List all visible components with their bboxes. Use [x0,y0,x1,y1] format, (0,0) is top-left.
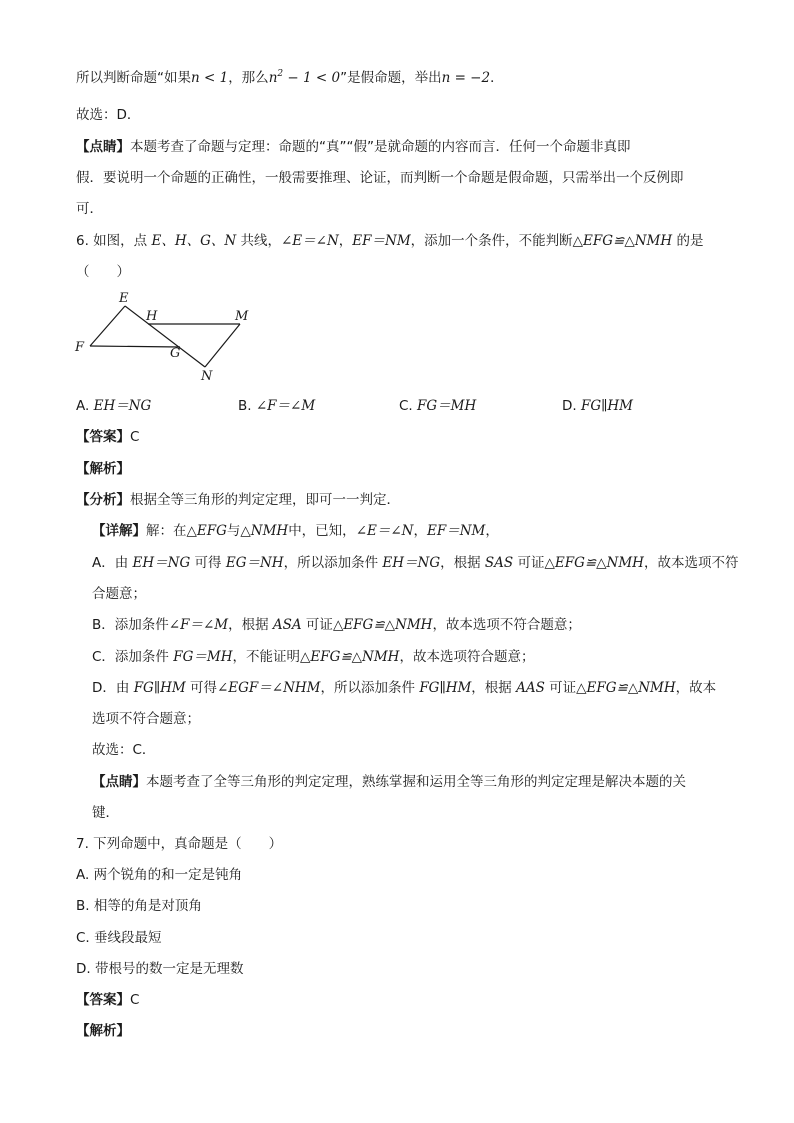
fenxi-label: 【分析】 [76,492,130,508]
label-e: E [119,291,129,306]
detail-text: 可得 [185,680,217,696]
detail-text: A．由 [92,555,133,571]
detail-math: ASA [272,617,302,633]
option-math: EH＝NG [93,398,152,414]
detail-math: EH＝NG [382,555,441,571]
detail-text: ，故本选项不符合题意； [432,617,581,633]
q6-option-b [238,396,315,416]
q6-comment-line1 [92,772,686,792]
q6-detail-a-cont: 合题意； [92,586,146,602]
option-math: FG＝MH [417,398,477,414]
q6-choice: 故选：C． [92,742,156,758]
detail-text: 可证 [513,555,545,571]
detail-math: △EFG≌△NMH [576,680,676,696]
detail-text: C．添加条件 [92,649,174,665]
q5-choice: 故选：D． [76,107,141,123]
detail-math: ∠F＝∠M [168,617,229,633]
detail-text: D．由 [92,680,134,696]
q7-option-b: B. 相等的角是对顶角 [76,898,202,914]
q6-stem [76,231,703,251]
detail-text: ，故本选项符合题意； [399,649,535,665]
q6-stem-text: 共线， [236,233,281,249]
label-h: H [146,309,158,324]
q6-stem-math: EF＝NM [352,233,411,249]
q7-option-c: C. 垂线段最短 [76,930,162,946]
q6-stem-points: E、H、G、N [151,233,237,249]
q5-comment-line2: 假．要说明一个命题的正确性，一般需要推理、论证，而判断一个命题是假命题，只需举出一个反例即 [76,170,684,186]
option-letter: B. [238,398,256,414]
q5-comment-text: 本题考查了命题与定理：命题的“真”“假”是就命题的内容而言．任何一个命题非真即 [130,139,631,155]
comment-text: 本题考查了全等三角形的判定定理，熟练掌握和运用全等三角形的判定定理是解决本题的关 [146,774,686,790]
q5-conclusion-text: ”是假命题，举出 [340,70,442,86]
detail-text: ，根据 [471,680,517,696]
q6-fenxi [76,490,400,510]
label-f: F [75,340,85,355]
option-letter: A. [76,398,94,414]
q6-stem-text: ，添加一个条件，不能判断 [410,233,573,249]
segment-fg [90,346,180,347]
detail-text: ，所以添加条件 [283,555,383,571]
q5-condition-math: n < 1 [191,70,229,86]
detail-math: △EFG≌△NMH [299,649,400,665]
q6-detail-c [92,647,534,667]
q5-result-var: n [268,70,278,86]
q6-geometry-figure [70,288,270,388]
detail-math: FG∥HM [419,680,472,696]
detail-math: △EFG [186,523,227,539]
q7-option-d: D. 带根号的数一定是无理数 [76,961,244,977]
detail-math: ∠E＝∠N [355,523,414,539]
detail-text: 可证 [301,617,333,633]
detail-math: EH＝NG [132,555,191,571]
detail-math: ∠EGF＝∠NHM [216,680,321,696]
detail-math: SAS [484,555,514,571]
segment-ef [90,306,125,346]
q6-stem-math: △EFG≌△NMH [572,233,673,249]
q5-comment-label: 【点睛】 [76,139,130,155]
q6-detail [92,521,499,541]
detail-text: ，故本 [675,680,717,696]
answer-value: C [130,992,140,1008]
comment-label: 【点睛】 [92,774,146,790]
detail-math: EF＝NM [426,523,486,539]
detail-math: EG＝NH [225,555,284,571]
answer-value: C [130,429,140,445]
q5-conclusion-text: ，那么 [228,70,269,86]
q5-result-rest: − 1 < 0 [283,70,341,86]
option-letter: C. [399,398,418,414]
fenxi-text: 根据全等三角形的判定定理，即可一一判定． [130,492,400,508]
detail-math: △EFG≌△NMH [332,617,433,633]
q6-option-d [562,396,633,416]
q6-option-c [399,396,476,416]
q5-result-exponent: 2 [277,69,284,79]
q6-answer [76,427,139,447]
q5-conclusion-text: 所以判断命题“如果 [76,70,191,86]
detail-text: ， [413,523,427,539]
q5-conclusion-line [76,68,504,88]
detail-text: 可得 [190,555,226,571]
q6-option-a [76,396,151,416]
label-m: M [235,309,249,324]
q6-comment-line2: 键． [92,805,119,821]
detail-text: ， [485,523,499,539]
detail-text: ，所以添加条件 [320,680,420,696]
q6-stem-text: 的是 [672,233,704,249]
detail-math: FG∥HM [133,680,186,696]
q5-counterexample-math: n = −2 [441,70,491,86]
q6-detail-a [92,553,738,573]
q6-detail-b [92,615,581,635]
segment-en [125,306,205,367]
q6-analysis-label: 【解析】 [76,461,130,477]
q6-stem-text: 6. 如图，点 [76,233,152,249]
detail-text: 中，已知， [288,523,356,539]
q5-conclusion-text: ． [490,70,504,86]
detail-text: ，不能证明 [232,649,300,665]
label-g: G [170,346,181,361]
detail-text: 解：在 [146,523,187,539]
q7-stem: 7. 下列命题中，真命题是（ ） [76,836,283,852]
detail-math: △NMH [240,523,289,539]
q6-stem-math: ∠E＝∠N [281,233,339,249]
answer-label: 【答案】 [76,992,130,1008]
option-letter: D. [562,398,581,414]
option-math: ∠F＝∠M [255,398,316,414]
q5-result-math [269,70,340,86]
detail-math: FG＝MH [173,649,233,665]
q7-answer [76,990,139,1010]
q7-analysis-label: 【解析】 [76,1023,130,1039]
detail-text: 可证 [544,680,577,696]
q6-detail-d [92,678,716,698]
q6-stem-text: ， [338,233,353,249]
q6-paren: （ ） [76,264,130,280]
q7-option-a: A. 两个锐角的和一定是钝角 [76,867,243,883]
q6-detail-d-cont: 选项不符合题意； [92,711,200,727]
detail-label: 【详解】 [92,523,146,539]
label-n: N [201,369,213,384]
detail-text: ，故本选项不符 [643,555,739,571]
q5-comment-line3: 可． [76,201,103,217]
detail-text: 与 [226,523,241,539]
segment-mn [205,324,240,367]
detail-text: ，根据 [228,617,273,633]
detail-text: ，根据 [440,555,485,571]
detail-text: B．添加条件 [92,617,169,633]
detail-math: AAS [516,680,545,696]
detail-math: △EFG≌△NMH [544,555,644,571]
q5-comment-line1 [76,137,630,157]
option-math: FG∥HM [580,398,633,414]
answer-label: 【答案】 [76,429,130,445]
